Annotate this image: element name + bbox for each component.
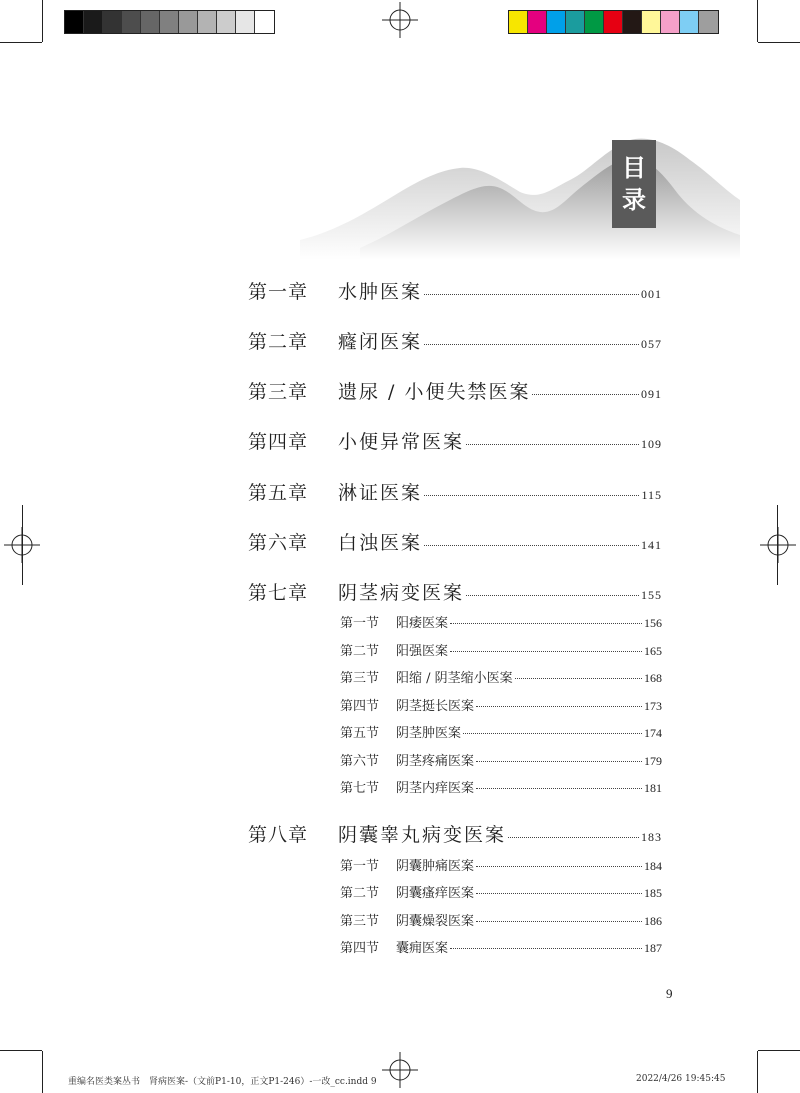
- toc-section-entry[interactable]: [340, 667, 662, 686]
- chapter-title: 白浊医案: [338, 532, 423, 554]
- color-swatch: [255, 11, 274, 33]
- crop-mark: [758, 42, 800, 43]
- page-reference: 183: [641, 830, 662, 844]
- section-number: 第三节: [340, 914, 380, 929]
- section-number: 第五节: [340, 726, 380, 741]
- toc-title-char: 录: [622, 185, 646, 214]
- mountain-ink-decoration: [300, 130, 740, 260]
- chapter-number: 第四章: [248, 431, 309, 453]
- toc-chapter-entry[interactable]: [248, 820, 662, 847]
- chapter-title: 水肿医案: [338, 281, 423, 303]
- registration-target-icon: [382, 1052, 418, 1088]
- page-reference: 173: [644, 699, 662, 713]
- toc-chapter-entry[interactable]: [248, 478, 662, 505]
- color-swatch: [179, 11, 198, 33]
- section-title: 阴囊燥裂医案: [396, 914, 475, 929]
- chapter-title: 癃闭医案: [338, 331, 423, 353]
- crop-mark: [42, 1051, 43, 1093]
- chapter-title: 淋证医案: [338, 482, 423, 504]
- toc-section-entry[interactable]: [340, 937, 662, 956]
- chapter-number: 第六章: [248, 532, 309, 554]
- print-slug-filename: 重编名医类案丛书 肾病医案-（文前P1-10，正文P1-246）-一改_cc.indd 9: [68, 1077, 377, 1087]
- color-swatch: [642, 11, 661, 33]
- chapter-number: 第八章: [248, 824, 309, 846]
- color-swatch: [623, 11, 642, 33]
- color-swatch: [547, 11, 566, 33]
- toc-chapter-entry[interactable]: [248, 427, 662, 454]
- page-reference: 091: [641, 387, 662, 401]
- page-reference: 184: [644, 859, 662, 873]
- section-title: 阴茎挺长医案: [396, 699, 475, 714]
- page-reference: 181: [644, 781, 662, 795]
- dot-leader: [508, 836, 639, 838]
- dot-leader: [424, 343, 639, 345]
- color-swatch: [680, 11, 699, 33]
- color-swatch: [509, 11, 528, 33]
- section-title: 阴茎内痒医案: [396, 781, 475, 796]
- color-swatch: [160, 11, 179, 33]
- page-reference: 165: [644, 644, 662, 658]
- page-reference: 057: [641, 337, 662, 351]
- section-number: 第一节: [340, 616, 380, 631]
- crop-mark: [42, 0, 43, 42]
- section-title: 囊痈医案: [396, 941, 449, 956]
- toc-section-entry[interactable]: [340, 777, 662, 796]
- section-title: 阳缩 / 阴茎缩小医案: [396, 671, 513, 686]
- color-swatch-strip: [508, 10, 719, 34]
- dot-leader: [450, 650, 642, 652]
- toc-title-char: 目: [622, 153, 646, 182]
- toc-chapter-entry[interactable]: [248, 327, 662, 354]
- chapter-title: 小便异常医案: [338, 431, 465, 453]
- dot-leader: [476, 760, 642, 762]
- crop-mark: [757, 0, 758, 42]
- toc-chapter-entry[interactable]: [248, 377, 662, 404]
- chapter-title: 阴茎病变医案: [338, 582, 465, 604]
- color-swatch: [103, 11, 122, 33]
- color-swatch: [604, 11, 623, 33]
- page-reference: 155: [641, 588, 662, 602]
- print-slug-timestamp: 2022/4/26 19:45:45: [636, 1074, 726, 1084]
- section-title: 阳强医案: [396, 644, 449, 659]
- toc-section-entry[interactable]: [340, 882, 662, 901]
- dot-leader: [476, 705, 642, 707]
- color-swatch: [661, 11, 680, 33]
- color-swatch: [84, 11, 103, 33]
- color-swatch: [122, 11, 141, 33]
- color-swatch: [236, 11, 255, 33]
- chapter-number: 第二章: [248, 331, 309, 353]
- toc-chapter-entry[interactable]: [248, 578, 662, 605]
- color-swatch: [699, 11, 718, 33]
- chapter-title: 阴囊睾丸病变医案: [338, 824, 507, 846]
- dot-leader: [515, 677, 642, 679]
- dot-leader: [424, 293, 639, 295]
- section-number: 第七节: [340, 781, 380, 796]
- registration-target-icon: [760, 527, 796, 563]
- page-reference: 174: [644, 726, 662, 740]
- page-reference: 186: [644, 914, 662, 928]
- section-title: 阴茎肿医案: [396, 726, 462, 741]
- page-reference: 179: [644, 754, 662, 768]
- dot-leader: [424, 544, 639, 546]
- section-title: 阴囊瘙痒医案: [396, 886, 475, 901]
- dot-leader: [476, 892, 642, 894]
- toc-section-entry[interactable]: [340, 722, 662, 741]
- page-reference: 141: [641, 538, 662, 552]
- color-swatch: [528, 11, 547, 33]
- toc-chapter-entry[interactable]: [248, 277, 662, 304]
- toc-section-entry[interactable]: [340, 855, 662, 874]
- page-reference: 156: [644, 616, 662, 630]
- toc-section-entry[interactable]: [340, 640, 662, 659]
- toc-title-badge: [612, 140, 656, 228]
- dot-leader: [476, 865, 642, 867]
- chapter-number: 第五章: [248, 482, 309, 504]
- crop-mark: [758, 1050, 800, 1051]
- registration-target-icon: [382, 2, 418, 38]
- section-title: 阴茎疼痛医案: [396, 754, 475, 769]
- color-swatch: [198, 11, 217, 33]
- section-title: 阴囊肿痛医案: [396, 859, 475, 874]
- color-swatch: [141, 11, 160, 33]
- dot-leader: [463, 732, 642, 734]
- color-swatch: [65, 11, 84, 33]
- dot-leader: [450, 947, 642, 949]
- section-number: 第四节: [340, 941, 380, 956]
- section-number: 第三节: [340, 671, 380, 686]
- dot-leader: [476, 920, 642, 922]
- dot-leader: [466, 594, 639, 596]
- section-number: 第二节: [340, 644, 380, 659]
- color-swatch: [585, 11, 604, 33]
- crop-mark: [757, 1051, 758, 1093]
- page-reference: 001: [641, 287, 662, 301]
- dot-leader: [532, 393, 639, 395]
- toc-section-entry[interactable]: [340, 750, 662, 769]
- dot-leader: [476, 787, 642, 789]
- color-swatch: [566, 11, 585, 33]
- section-title: 阳痿医案: [396, 616, 449, 631]
- section-number: 第六节: [340, 754, 380, 769]
- toc-chapter-entry[interactable]: [248, 528, 662, 555]
- page-reference: 187: [644, 941, 662, 955]
- chapter-number: 第七章: [248, 582, 309, 604]
- toc-section-entry[interactable]: [340, 910, 662, 929]
- dot-leader: [450, 622, 642, 624]
- page-reference: 185: [644, 886, 662, 900]
- page-reference: 115: [641, 488, 662, 502]
- crop-mark: [0, 42, 42, 43]
- chapter-number: 第三章: [248, 381, 309, 403]
- chapter-title: 遗尿 / 小便失禁医案: [338, 381, 531, 403]
- toc-section-entry[interactable]: [340, 695, 662, 714]
- gray-swatch-strip: [64, 10, 275, 34]
- crop-mark: [0, 1050, 42, 1051]
- dot-leader: [466, 443, 639, 445]
- section-number: 第二节: [340, 886, 380, 901]
- color-swatch: [217, 11, 236, 33]
- page-number: 9: [666, 986, 673, 1001]
- page-reference: 168: [644, 671, 662, 685]
- section-number: 第一节: [340, 859, 380, 874]
- dot-leader: [424, 494, 639, 496]
- registration-target-icon: [4, 527, 40, 563]
- page-reference: 109: [641, 437, 662, 451]
- section-number: 第四节: [340, 699, 380, 714]
- toc-section-entry[interactable]: [340, 612, 662, 631]
- chapter-number: 第一章: [248, 281, 309, 303]
